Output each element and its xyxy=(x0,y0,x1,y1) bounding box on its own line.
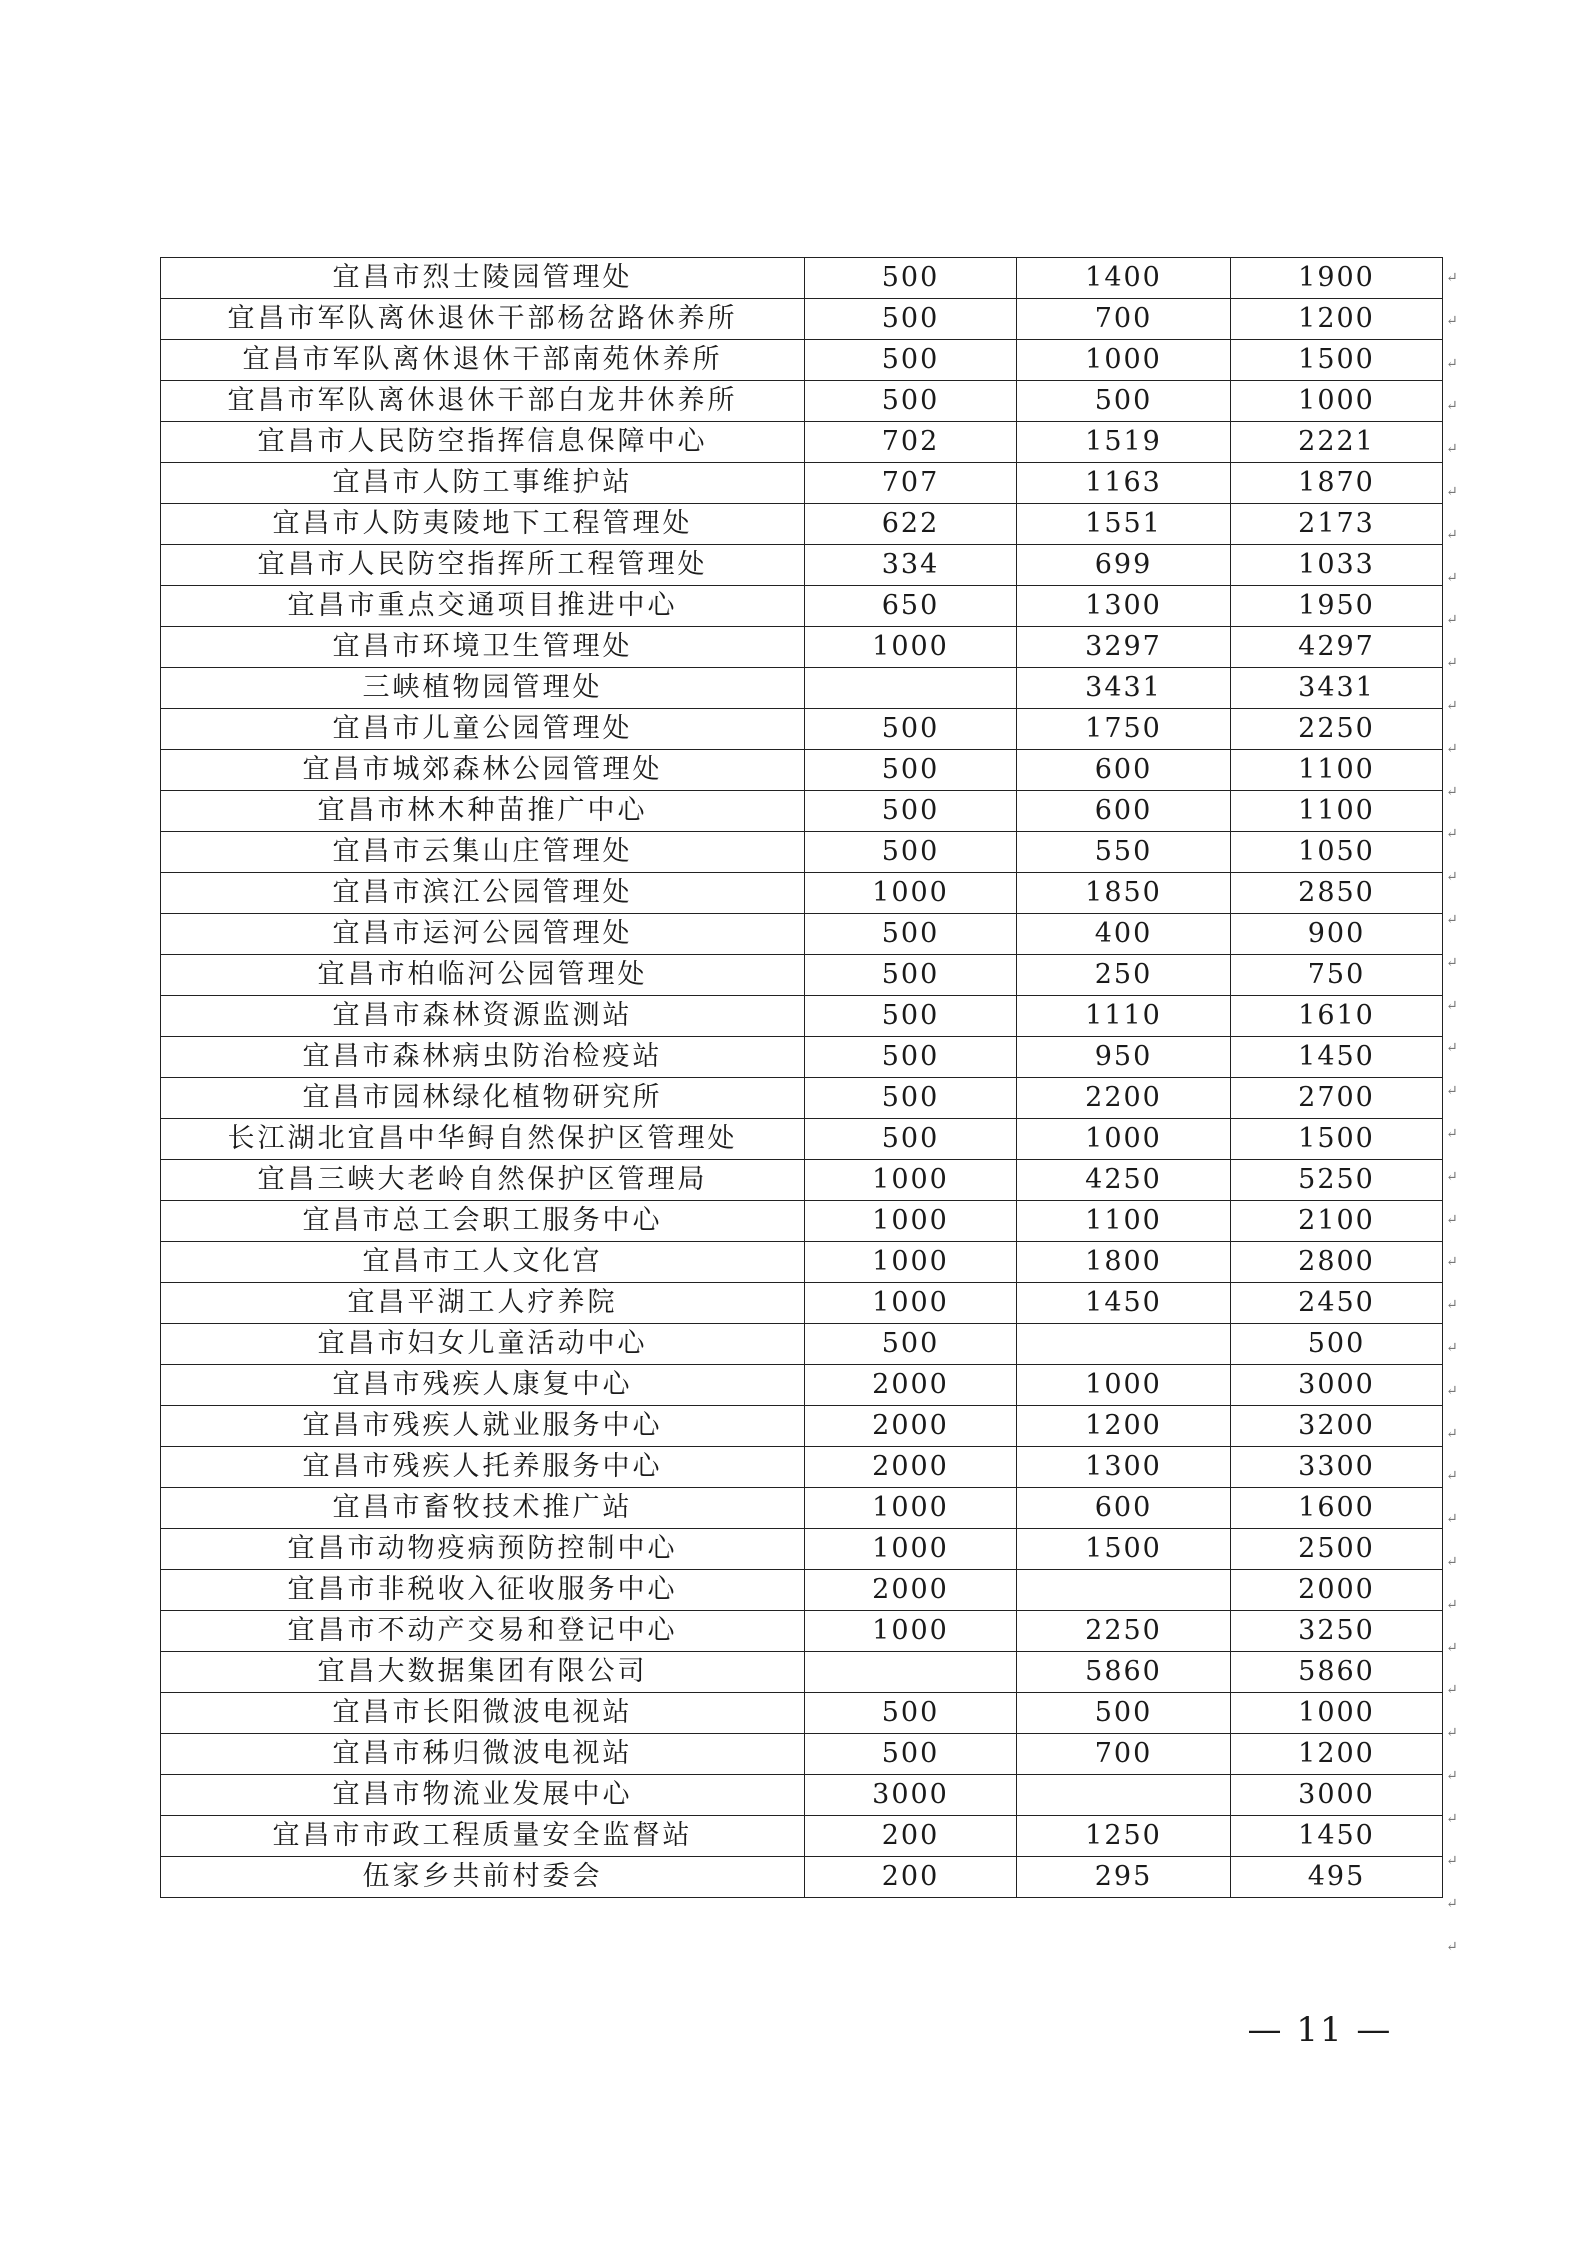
amount-col2-cell: 600 xyxy=(1017,1488,1231,1529)
amount-col1-cell: 650 xyxy=(805,586,1017,627)
amount-col2-cell: 1500 xyxy=(1017,1529,1231,1570)
total-cell: 4297 xyxy=(1231,627,1443,668)
allocation-table-container xyxy=(160,257,1442,1898)
paragraph-mark-icon: ↵ xyxy=(1446,1297,1458,1314)
amount-col2-cell: 3297 xyxy=(1017,627,1231,668)
amount-col1-cell: 500 xyxy=(805,381,1017,422)
amount-col1-cell: 1000 xyxy=(805,1160,1017,1201)
amount-col2-cell: 250 xyxy=(1017,955,1231,996)
paragraph-mark-icon: ↵ xyxy=(1446,1896,1458,1913)
unit-name-cell: 长江湖北宜昌中华鲟自然保护区管理处 xyxy=(161,1119,805,1160)
table-row xyxy=(161,996,1443,1037)
total-cell: 2450 xyxy=(1231,1283,1443,1324)
table-row xyxy=(161,668,1443,709)
amount-col2-cell: 500 xyxy=(1017,381,1231,422)
total-cell: 1500 xyxy=(1231,1119,1443,1160)
unit-name-cell: 伍家乡共前村委会 xyxy=(161,1857,805,1898)
amount-col2-cell: 700 xyxy=(1017,1734,1231,1775)
table-row xyxy=(161,1816,1443,1857)
amount-col2-cell: 699 xyxy=(1017,545,1231,586)
paragraph-mark-icon: ↵ xyxy=(1446,997,1458,1014)
unit-name-cell: 宜昌市畜牧技术推广站 xyxy=(161,1488,805,1529)
paragraph-marks-column xyxy=(1446,257,1458,1969)
paragraph-mark-icon: ↵ xyxy=(1446,954,1458,971)
amount-col1-cell: 500 xyxy=(805,1078,1017,1119)
amount-col2-cell xyxy=(1017,1570,1231,1611)
table-row xyxy=(161,709,1443,750)
table-row xyxy=(161,750,1443,791)
total-cell: 1870 xyxy=(1231,463,1443,504)
allocation-table xyxy=(160,257,1443,1898)
paragraph-mark-icon: ↵ xyxy=(1446,1083,1458,1100)
amount-col2-cell: 295 xyxy=(1017,1857,1231,1898)
amount-col2-cell: 1200 xyxy=(1017,1406,1231,1447)
table-row xyxy=(161,299,1443,340)
paragraph-mark-icon: ↵ xyxy=(1446,1725,1458,1742)
table-row xyxy=(161,1160,1443,1201)
total-cell: 1900 xyxy=(1231,258,1443,299)
table-row xyxy=(161,873,1443,914)
table-row xyxy=(161,258,1443,299)
amount-col2-cell: 1000 xyxy=(1017,1119,1231,1160)
total-cell: 2850 xyxy=(1231,873,1443,914)
total-cell: 2173 xyxy=(1231,504,1443,545)
amount-col1-cell: 200 xyxy=(805,1816,1017,1857)
total-cell: 3250 xyxy=(1231,1611,1443,1652)
table-row xyxy=(161,1857,1443,1898)
paragraph-mark-icon: ↵ xyxy=(1446,1425,1458,1442)
table-row xyxy=(161,1570,1443,1611)
amount-col1-cell: 500 xyxy=(805,1324,1017,1365)
unit-name-cell: 宜昌市物流业发展中心 xyxy=(161,1775,805,1816)
amount-col2-cell: 1519 xyxy=(1017,422,1231,463)
table-row xyxy=(161,422,1443,463)
amount-col2-cell: 2200 xyxy=(1017,1078,1231,1119)
amount-col2-cell: 600 xyxy=(1017,750,1231,791)
unit-name-cell: 宜昌市人防工事维护站 xyxy=(161,463,805,504)
amount-col2-cell xyxy=(1017,1324,1231,1365)
table-row xyxy=(161,791,1443,832)
amount-col2-cell: 1100 xyxy=(1017,1201,1231,1242)
amount-col2-cell: 5860 xyxy=(1017,1652,1231,1693)
paragraph-mark-icon: ↵ xyxy=(1446,355,1458,372)
paragraph-mark-icon: ↵ xyxy=(1446,312,1458,329)
amount-col1-cell: 500 xyxy=(805,1693,1017,1734)
paragraph-mark-icon: ↵ xyxy=(1446,1596,1458,1613)
amount-col1-cell: 500 xyxy=(805,1734,1017,1775)
unit-name-cell: 宜昌市总工会职工服务中心 xyxy=(161,1201,805,1242)
unit-name-cell: 宜昌市城郊森林公园管理处 xyxy=(161,750,805,791)
paragraph-mark-icon: ↵ xyxy=(1446,783,1458,800)
paragraph-mark-icon: ↵ xyxy=(1446,483,1458,500)
total-cell: 3200 xyxy=(1231,1406,1443,1447)
amount-col1-cell: 500 xyxy=(805,299,1017,340)
table-row xyxy=(161,627,1443,668)
amount-col2-cell: 1450 xyxy=(1017,1283,1231,1324)
table-row xyxy=(161,545,1443,586)
paragraph-mark-icon: ↵ xyxy=(1446,1511,1458,1528)
paragraph-mark-icon: ↵ xyxy=(1446,1767,1458,1784)
table-row xyxy=(161,1529,1443,1570)
table-row xyxy=(161,1488,1443,1529)
paragraph-mark-icon: ↵ xyxy=(1446,1639,1458,1656)
paragraph-mark-icon: ↵ xyxy=(1446,398,1458,415)
unit-name-cell: 宜昌市林木种苗推广中心 xyxy=(161,791,805,832)
paragraph-mark-icon: ↵ xyxy=(1446,526,1458,543)
paragraph-mark-icon: ↵ xyxy=(1446,612,1458,629)
unit-name-cell: 宜昌市人民防空指挥信息保障中心 xyxy=(161,422,805,463)
total-cell: 900 xyxy=(1231,914,1443,955)
paragraph-mark-icon: ↵ xyxy=(1446,441,1458,458)
amount-col1-cell: 500 xyxy=(805,258,1017,299)
total-cell: 1000 xyxy=(1231,381,1443,422)
table-row xyxy=(161,955,1443,996)
unit-name-cell: 宜昌市森林资源监测站 xyxy=(161,996,805,1037)
unit-name-cell: 三峡植物园管理处 xyxy=(161,668,805,709)
amount-col1-cell: 1000 xyxy=(805,1488,1017,1529)
total-cell: 1000 xyxy=(1231,1693,1443,1734)
unit-name-cell: 宜昌市人民防空指挥所工程管理处 xyxy=(161,545,805,586)
amount-col2-cell: 1250 xyxy=(1017,1816,1231,1857)
amount-col1-cell: 2000 xyxy=(805,1365,1017,1406)
unit-name-cell: 宜昌市军队离休退休干部杨岔路休养所 xyxy=(161,299,805,340)
unit-name-cell: 宜昌市军队离休退休干部白龙井休养所 xyxy=(161,381,805,422)
amount-col1-cell: 500 xyxy=(805,914,1017,955)
amount-col1-cell: 3000 xyxy=(805,1775,1017,1816)
amount-col1-cell: 1000 xyxy=(805,1529,1017,1570)
table-row xyxy=(161,1365,1443,1406)
table-row xyxy=(161,1283,1443,1324)
amount-col2-cell: 1400 xyxy=(1017,258,1231,299)
unit-name-cell: 宜昌市人防夷陵地下工程管理处 xyxy=(161,504,805,545)
paragraph-mark-icon: ↵ xyxy=(1446,1040,1458,1057)
amount-col2-cell: 950 xyxy=(1017,1037,1231,1078)
paragraph-mark-icon: ↵ xyxy=(1446,869,1458,886)
unit-name-cell: 宜昌市非税收入征收服务中心 xyxy=(161,1570,805,1611)
unit-name-cell: 宜昌平湖工人疗养院 xyxy=(161,1283,805,1324)
paragraph-mark-icon: ↵ xyxy=(1446,1168,1458,1185)
amount-col2-cell: 1163 xyxy=(1017,463,1231,504)
total-cell: 2100 xyxy=(1231,1201,1443,1242)
amount-col1-cell: 702 xyxy=(805,422,1017,463)
paragraph-mark-icon: ↵ xyxy=(1446,911,1458,928)
total-cell: 500 xyxy=(1231,1324,1443,1365)
table-row xyxy=(161,1775,1443,1816)
amount-col1-cell: 500 xyxy=(805,832,1017,873)
amount-col1-cell: 500 xyxy=(805,340,1017,381)
total-cell: 1200 xyxy=(1231,299,1443,340)
amount-col1-cell: 1000 xyxy=(805,873,1017,914)
unit-name-cell: 宜昌市云集山庄管理处 xyxy=(161,832,805,873)
amount-col2-cell: 1750 xyxy=(1017,709,1231,750)
unit-name-cell: 宜昌市残疾人康复中心 xyxy=(161,1365,805,1406)
total-cell: 2000 xyxy=(1231,1570,1443,1611)
amount-col1-cell: 2000 xyxy=(805,1406,1017,1447)
amount-col1-cell: 622 xyxy=(805,504,1017,545)
total-cell: 1450 xyxy=(1231,1816,1443,1857)
total-cell: 3000 xyxy=(1231,1365,1443,1406)
unit-name-cell: 宜昌三峡大老岭自然保护区管理局 xyxy=(161,1160,805,1201)
table-row xyxy=(161,1242,1443,1283)
table-row xyxy=(161,1037,1443,1078)
amount-col2-cell: 550 xyxy=(1017,832,1231,873)
total-cell: 1100 xyxy=(1231,750,1443,791)
amount-col2-cell: 1110 xyxy=(1017,996,1231,1037)
paragraph-mark-icon: ↵ xyxy=(1446,1853,1458,1870)
unit-name-cell: 宜昌市不动产交易和登记中心 xyxy=(161,1611,805,1652)
amount-col2-cell xyxy=(1017,1775,1231,1816)
unit-name-cell: 宜昌市运河公园管理处 xyxy=(161,914,805,955)
table-row xyxy=(161,914,1443,955)
table-row xyxy=(161,463,1443,504)
unit-name-cell: 宜昌市妇女儿童活动中心 xyxy=(161,1324,805,1365)
amount-col1-cell: 500 xyxy=(805,791,1017,832)
total-cell: 5250 xyxy=(1231,1160,1443,1201)
total-cell: 2250 xyxy=(1231,709,1443,750)
total-cell: 750 xyxy=(1231,955,1443,996)
total-cell: 2221 xyxy=(1231,422,1443,463)
amount-col1-cell: 500 xyxy=(805,750,1017,791)
unit-name-cell: 宜昌市军队离休退休干部南苑休养所 xyxy=(161,340,805,381)
paragraph-mark-icon: ↵ xyxy=(1446,1939,1458,1956)
total-cell: 495 xyxy=(1231,1857,1443,1898)
amount-col1-cell: 1000 xyxy=(805,627,1017,668)
total-cell: 2800 xyxy=(1231,1242,1443,1283)
paragraph-mark-icon: ↵ xyxy=(1446,1810,1458,1827)
paragraph-mark-icon: ↵ xyxy=(1446,1468,1458,1485)
amount-col1-cell: 500 xyxy=(805,996,1017,1037)
amount-col1-cell: 2000 xyxy=(805,1447,1017,1488)
paragraph-mark-icon: ↵ xyxy=(1446,1339,1458,1356)
total-cell: 3000 xyxy=(1231,1775,1443,1816)
paragraph-mark-icon: ↵ xyxy=(1446,1211,1458,1228)
amount-col2-cell: 4250 xyxy=(1017,1160,1231,1201)
table-row xyxy=(161,1693,1443,1734)
unit-name-cell: 宜昌市残疾人就业服务中心 xyxy=(161,1406,805,1447)
unit-name-cell: 宜昌市重点交通项目推进中心 xyxy=(161,586,805,627)
table-row xyxy=(161,1406,1443,1447)
paragraph-mark-icon: ↵ xyxy=(1446,569,1458,586)
paragraph-mark-icon: ↵ xyxy=(1446,697,1458,714)
total-cell: 2500 xyxy=(1231,1529,1443,1570)
unit-name-cell: 宜昌大数据集团有限公司 xyxy=(161,1652,805,1693)
amount-col1-cell: 334 xyxy=(805,545,1017,586)
amount-col1-cell xyxy=(805,1652,1017,1693)
total-cell: 3431 xyxy=(1231,668,1443,709)
amount-col1-cell: 707 xyxy=(805,463,1017,504)
total-cell: 1050 xyxy=(1231,832,1443,873)
total-cell: 1610 xyxy=(1231,996,1443,1037)
unit-name-cell: 宜昌市市政工程质量安全监督站 xyxy=(161,1816,805,1857)
paragraph-mark-icon: ↵ xyxy=(1446,270,1458,286)
total-cell: 1100 xyxy=(1231,791,1443,832)
unit-name-cell: 宜昌市动物疫病预防控制中心 xyxy=(161,1529,805,1570)
total-cell: 1200 xyxy=(1231,1734,1443,1775)
amount-col1-cell: 1000 xyxy=(805,1283,1017,1324)
table-row xyxy=(161,381,1443,422)
table-row xyxy=(161,1611,1443,1652)
amount-col1-cell: 1000 xyxy=(805,1611,1017,1652)
paragraph-mark-icon: ↵ xyxy=(1446,1125,1458,1142)
unit-name-cell: 宜昌市儿童公园管理处 xyxy=(161,709,805,750)
unit-name-cell: 宜昌市园林绿化植物研究所 xyxy=(161,1078,805,1119)
table-row xyxy=(161,586,1443,627)
amount-col1-cell: 500 xyxy=(805,709,1017,750)
paragraph-mark-icon: ↵ xyxy=(1446,740,1458,757)
total-cell: 1450 xyxy=(1231,1037,1443,1078)
unit-name-cell: 宜昌市烈士陵园管理处 xyxy=(161,258,805,299)
amount-col2-cell: 1850 xyxy=(1017,873,1231,914)
amount-col1-cell: 1000 xyxy=(805,1201,1017,1242)
table-row xyxy=(161,1324,1443,1365)
amount-col2-cell: 1000 xyxy=(1017,1365,1231,1406)
amount-col1-cell: 500 xyxy=(805,1119,1017,1160)
unit-name-cell: 宜昌市环境卫生管理处 xyxy=(161,627,805,668)
table-row xyxy=(161,1119,1443,1160)
total-cell: 1950 xyxy=(1231,586,1443,627)
total-cell: 1033 xyxy=(1231,545,1443,586)
paragraph-mark-icon: ↵ xyxy=(1446,826,1458,843)
amount-col2-cell: 600 xyxy=(1017,791,1231,832)
amount-col2-cell: 700 xyxy=(1017,299,1231,340)
paragraph-mark-icon: ↵ xyxy=(1446,655,1458,672)
amount-col2-cell: 400 xyxy=(1017,914,1231,955)
table-row xyxy=(161,1734,1443,1775)
amount-col1-cell xyxy=(805,668,1017,709)
unit-name-cell: 宜昌市森林病虫防治检疫站 xyxy=(161,1037,805,1078)
unit-name-cell: 宜昌市工人文化宫 xyxy=(161,1242,805,1283)
amount-col1-cell: 2000 xyxy=(805,1570,1017,1611)
amount-col1-cell: 500 xyxy=(805,955,1017,996)
table-row xyxy=(161,1447,1443,1488)
table-row xyxy=(161,504,1443,545)
unit-name-cell: 宜昌市秭归微波电视站 xyxy=(161,1734,805,1775)
total-cell: 1600 xyxy=(1231,1488,1443,1529)
amount-col1-cell: 200 xyxy=(805,1857,1017,1898)
unit-name-cell: 宜昌市长阳微波电视站 xyxy=(161,1693,805,1734)
table-row xyxy=(161,1652,1443,1693)
unit-name-cell: 宜昌市滨江公园管理处 xyxy=(161,873,805,914)
amount-col2-cell: 3431 xyxy=(1017,668,1231,709)
paragraph-mark-icon: ↵ xyxy=(1446,1254,1458,1271)
amount-col2-cell: 2250 xyxy=(1017,1611,1231,1652)
allocation-table-body xyxy=(161,258,1443,1898)
total-cell: 5860 xyxy=(1231,1652,1443,1693)
paragraph-mark-icon: ↵ xyxy=(1446,1553,1458,1570)
table-row xyxy=(161,1078,1443,1119)
table-row xyxy=(161,1201,1443,1242)
unit-name-cell: 宜昌市残疾人托养服务中心 xyxy=(161,1447,805,1488)
amount-col1-cell: 1000 xyxy=(805,1242,1017,1283)
amount-col2-cell: 1000 xyxy=(1017,340,1231,381)
table-row xyxy=(161,340,1443,381)
amount-col2-cell: 500 xyxy=(1017,1693,1231,1734)
amount-col2-cell: 1800 xyxy=(1017,1242,1231,1283)
table-row xyxy=(161,832,1443,873)
amount-col2-cell: 1551 xyxy=(1017,504,1231,545)
total-cell: 2700 xyxy=(1231,1078,1443,1119)
paragraph-mark-icon: ↵ xyxy=(1446,1682,1458,1699)
amount-col2-cell: 1300 xyxy=(1017,1447,1231,1488)
total-cell: 3300 xyxy=(1231,1447,1443,1488)
amount-col1-cell: 500 xyxy=(805,1037,1017,1078)
page-number: — 11 — xyxy=(1247,2010,1393,2050)
paragraph-mark-icon: ↵ xyxy=(1446,1382,1458,1399)
total-cell: 1500 xyxy=(1231,340,1443,381)
amount-col2-cell: 1300 xyxy=(1017,586,1231,627)
unit-name-cell: 宜昌市柏临河公园管理处 xyxy=(161,955,805,996)
